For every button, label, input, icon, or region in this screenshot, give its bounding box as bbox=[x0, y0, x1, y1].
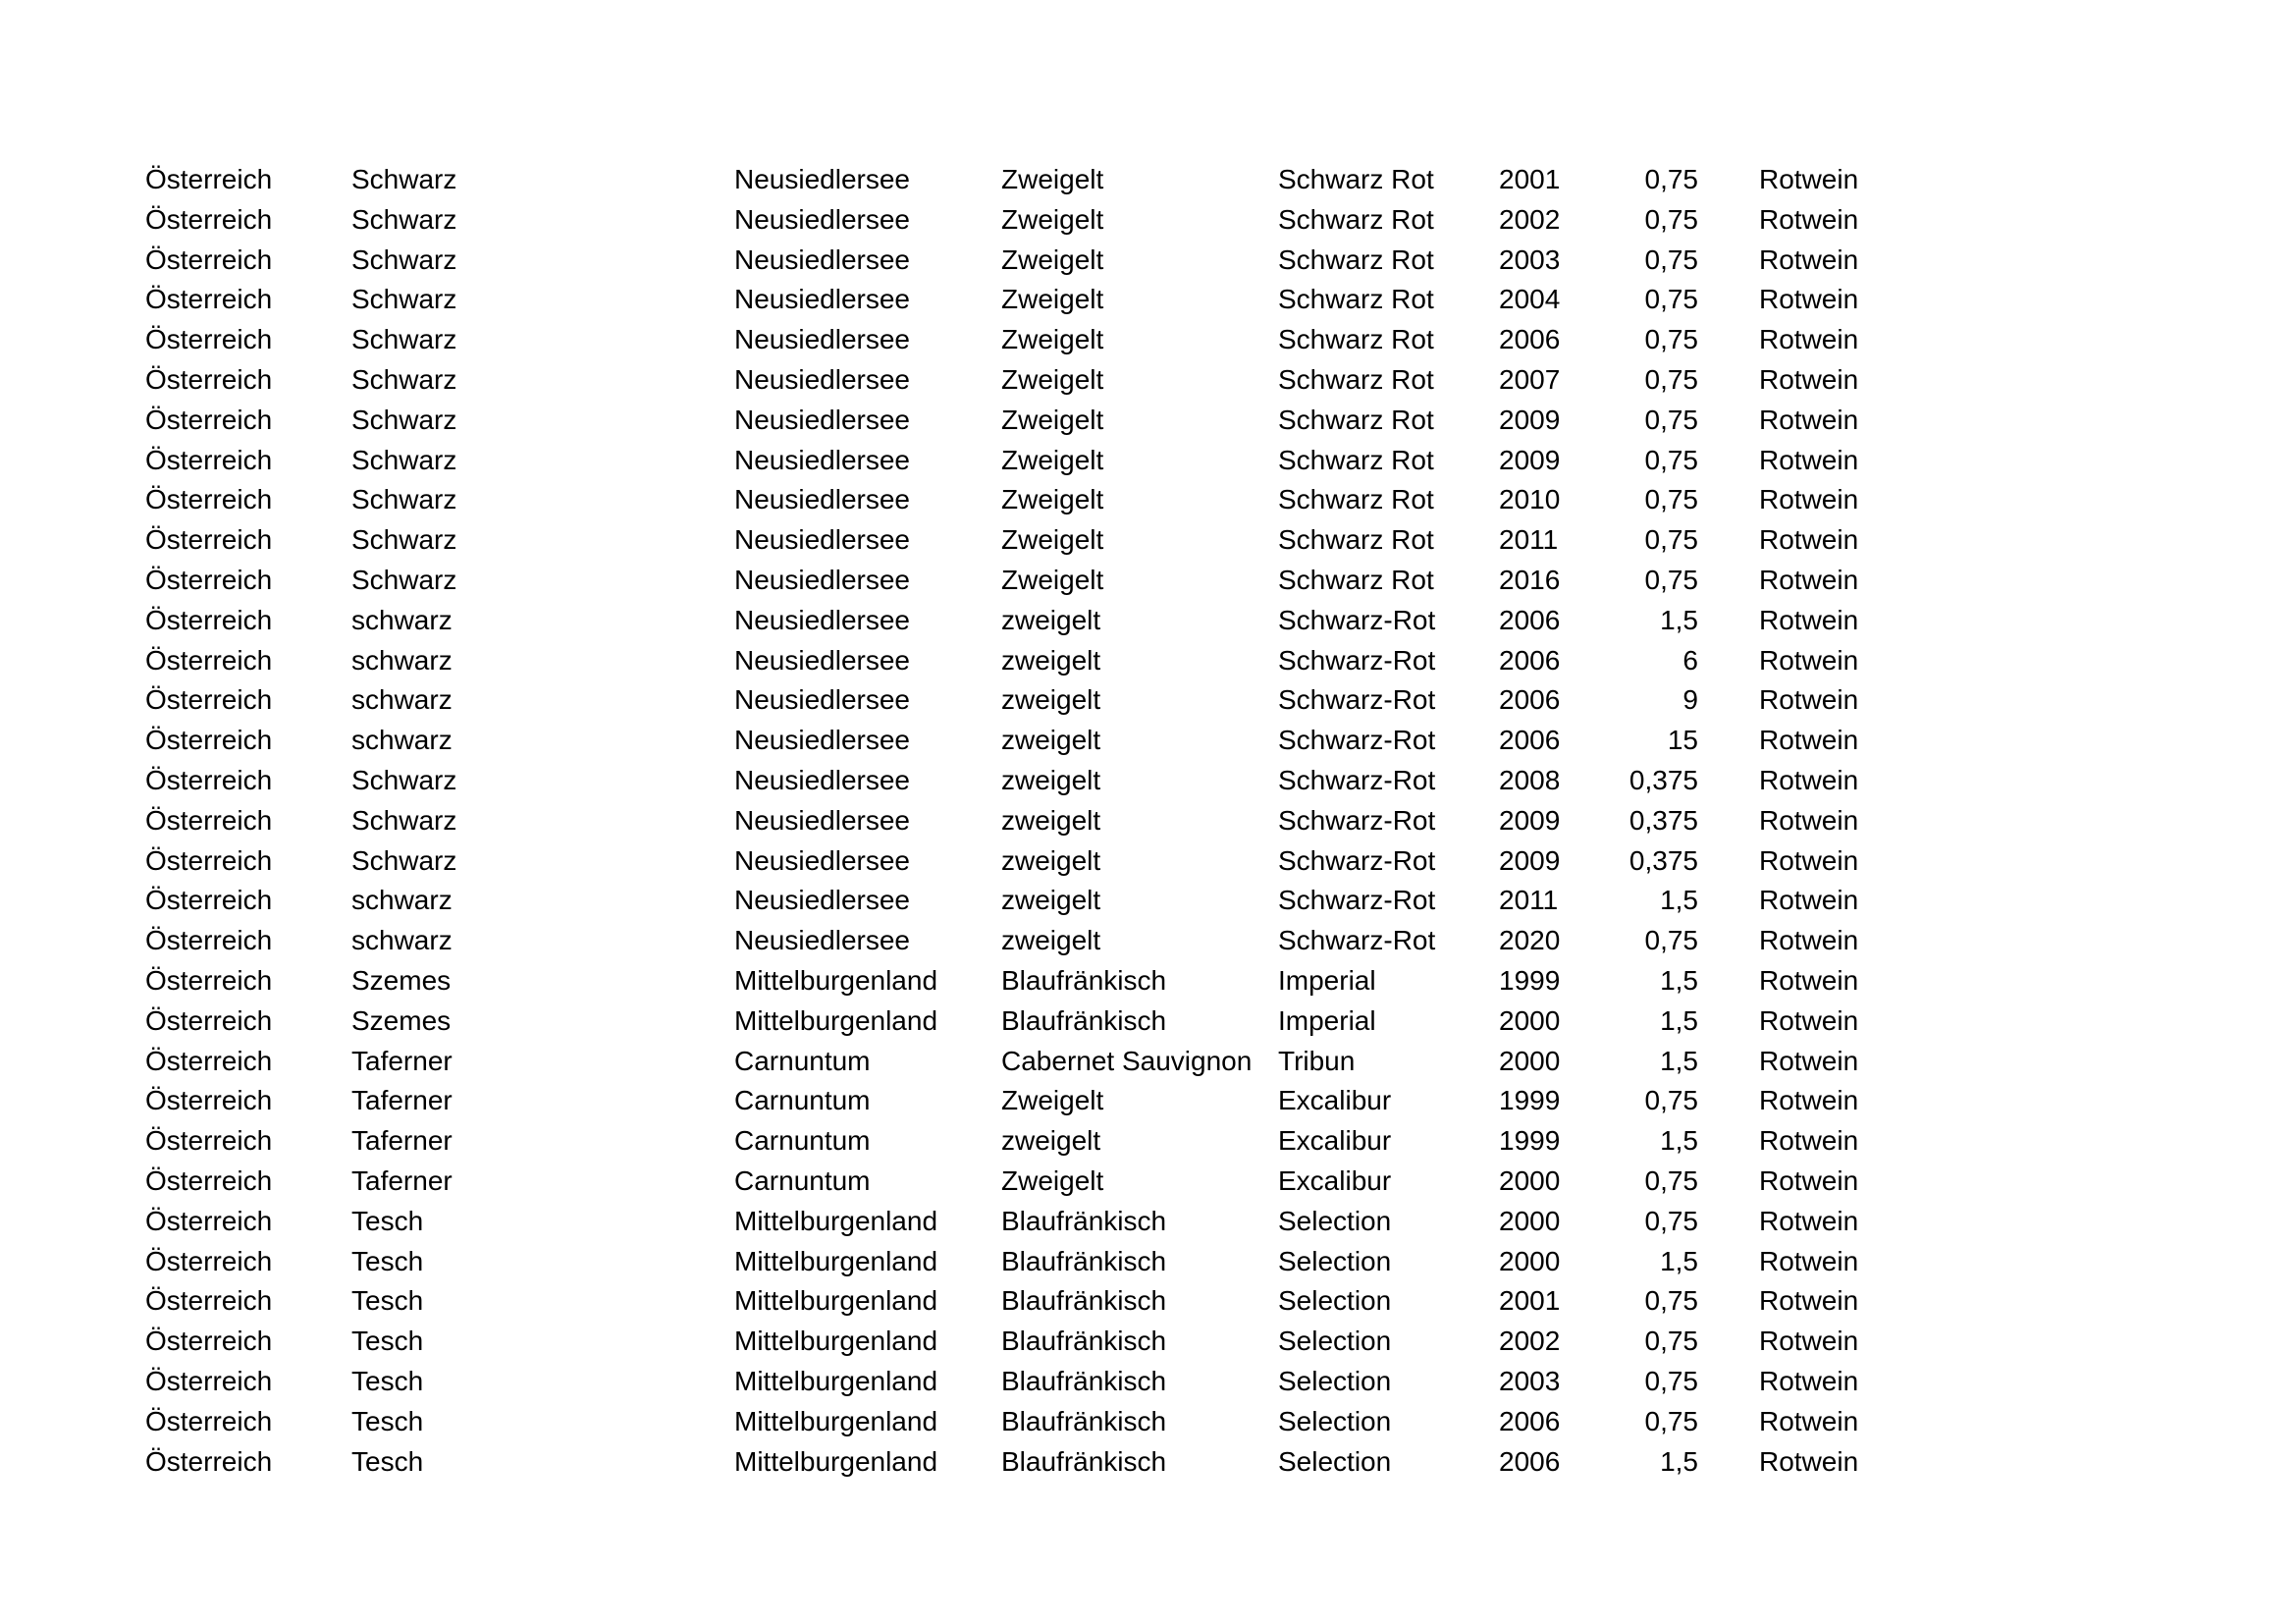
cell-grape: Zweigelt bbox=[1001, 244, 1104, 275]
table-row bbox=[0, 1202, 2296, 1242]
cell-producer: Schwarz bbox=[351, 764, 457, 795]
cell-region: Carnuntum bbox=[734, 1045, 871, 1076]
cell-grape: Zweigelt bbox=[1001, 1085, 1104, 1116]
cell-bottle-size: 1,5 bbox=[1660, 964, 1698, 996]
cell-wine-name: Imperial bbox=[1278, 1004, 1376, 1036]
cell-wine-name: Schwarz-Rot bbox=[1278, 725, 1436, 756]
cell-bottle-size: 0,375 bbox=[1629, 764, 1698, 795]
cell-grape: Zweigelt bbox=[1001, 1164, 1104, 1196]
table-row bbox=[0, 801, 2296, 841]
cell-country: Österreich bbox=[145, 964, 273, 996]
cell-grape: zweigelt bbox=[1001, 1125, 1101, 1157]
table-row bbox=[0, 1121, 2296, 1162]
cell-region: Mittelburgenland bbox=[734, 1004, 938, 1036]
cell-bottle-size: 1,5 bbox=[1660, 1445, 1698, 1477]
cell-producer: schwarz bbox=[351, 725, 453, 756]
cell-region: Mittelburgenland bbox=[734, 1285, 938, 1317]
cell-vintage: 2000 bbox=[1499, 1164, 1561, 1196]
cell-country: Österreich bbox=[145, 444, 273, 475]
cell-wine-name: Schwarz Rot bbox=[1278, 524, 1434, 556]
cell-vintage: 2008 bbox=[1499, 764, 1561, 795]
cell-bottle-size: 0,75 bbox=[1644, 363, 1698, 395]
cell-bottle-size: 0,75 bbox=[1644, 203, 1698, 235]
cell-producer: Tesch bbox=[351, 1326, 424, 1357]
cell-producer: schwarz bbox=[351, 604, 453, 635]
cell-grape: Blaufränkisch bbox=[1001, 1205, 1167, 1236]
cell-country: Österreich bbox=[145, 244, 273, 275]
table-row bbox=[0, 320, 2296, 360]
cell-grape: Blaufränkisch bbox=[1001, 1245, 1167, 1276]
cell-country: Österreich bbox=[145, 844, 273, 876]
cell-bottle-size: 1,5 bbox=[1660, 1245, 1698, 1276]
cell-grape: Blaufränkisch bbox=[1001, 964, 1167, 996]
cell-producer: schwarz bbox=[351, 684, 453, 716]
table-row bbox=[0, 841, 2296, 882]
cell-country: Österreich bbox=[145, 1445, 273, 1477]
cell-producer: Tesch bbox=[351, 1445, 424, 1477]
cell-wine-type: Rotwein bbox=[1759, 925, 1859, 956]
cell-country: Österreich bbox=[145, 564, 273, 595]
cell-region: Neusiedlersee bbox=[734, 524, 910, 556]
cell-country: Österreich bbox=[145, 284, 273, 315]
cell-vintage: 2000 bbox=[1499, 1004, 1561, 1036]
cell-grape: Blaufränkisch bbox=[1001, 1445, 1167, 1477]
cell-wine-name: Schwarz Rot bbox=[1278, 404, 1434, 435]
cell-vintage: 2020 bbox=[1499, 925, 1561, 956]
cell-vintage: 2011 bbox=[1499, 885, 1559, 916]
cell-region: Neusiedlersee bbox=[734, 244, 910, 275]
cell-wine-name: Schwarz-Rot bbox=[1278, 604, 1436, 635]
cell-bottle-size: 1,5 bbox=[1660, 1004, 1698, 1036]
cell-region: Neusiedlersee bbox=[734, 885, 910, 916]
cell-vintage: 2006 bbox=[1499, 725, 1561, 756]
table-row bbox=[0, 601, 2296, 641]
cell-producer: Tesch bbox=[351, 1285, 424, 1317]
table-row bbox=[0, 480, 2296, 520]
cell-wine-name: Schwarz Rot bbox=[1278, 444, 1434, 475]
cell-country: Österreich bbox=[145, 1125, 273, 1157]
cell-wine-name: Schwarz Rot bbox=[1278, 203, 1434, 235]
cell-wine-name: Schwarz-Rot bbox=[1278, 684, 1436, 716]
cell-grape: zweigelt bbox=[1001, 725, 1101, 756]
cell-producer: Schwarz bbox=[351, 244, 457, 275]
cell-vintage: 2000 bbox=[1499, 1245, 1561, 1276]
cell-country: Österreich bbox=[145, 804, 273, 836]
cell-producer: Schwarz bbox=[351, 484, 457, 515]
cell-region: Neusiedlersee bbox=[734, 725, 910, 756]
cell-wine-type: Rotwein bbox=[1759, 1285, 1859, 1317]
cell-region: Carnuntum bbox=[734, 1164, 871, 1196]
cell-vintage: 2006 bbox=[1499, 604, 1561, 635]
cell-producer: Schwarz bbox=[351, 203, 457, 235]
cell-wine-type: Rotwein bbox=[1759, 1205, 1859, 1236]
cell-bottle-size: 0,75 bbox=[1644, 164, 1698, 194]
cell-country: Österreich bbox=[145, 604, 273, 635]
table-row bbox=[0, 241, 2296, 281]
table-row bbox=[0, 561, 2296, 601]
cell-wine-type: Rotwein bbox=[1759, 725, 1859, 756]
cell-wine-name: Selection bbox=[1278, 1326, 1392, 1357]
cell-bottle-size: 9 bbox=[1682, 684, 1698, 716]
cell-grape: Blaufränkisch bbox=[1001, 1365, 1167, 1396]
cell-wine-type: Rotwein bbox=[1759, 1365, 1859, 1396]
cell-country: Österreich bbox=[145, 524, 273, 556]
cell-grape: Blaufränkisch bbox=[1001, 1285, 1167, 1317]
cell-country: Österreich bbox=[145, 764, 273, 795]
cell-producer: Tesch bbox=[351, 1405, 424, 1436]
cell-wine-type: Rotwein bbox=[1759, 1085, 1859, 1116]
cell-bottle-size: 0,75 bbox=[1644, 1326, 1698, 1357]
cell-country: Österreich bbox=[145, 1004, 273, 1036]
cell-wine-type: Rotwein bbox=[1759, 524, 1859, 556]
cell-producer: Schwarz bbox=[351, 844, 457, 876]
cell-bottle-size: 0,75 bbox=[1644, 1085, 1698, 1116]
cell-bottle-size: 0,75 bbox=[1644, 244, 1698, 275]
table-row bbox=[0, 1322, 2296, 1362]
cell-grape: zweigelt bbox=[1001, 885, 1101, 916]
cell-producer: Taferner bbox=[351, 1125, 453, 1157]
cell-bottle-size: 0,75 bbox=[1644, 1365, 1698, 1396]
cell-bottle-size: 1,5 bbox=[1660, 1045, 1698, 1076]
cell-wine-name: Schwarz Rot bbox=[1278, 244, 1434, 275]
cell-producer: schwarz bbox=[351, 644, 453, 676]
cell-vintage: 1999 bbox=[1499, 1085, 1561, 1116]
cell-grape: zweigelt bbox=[1001, 804, 1101, 836]
cell-region: Neusiedlersee bbox=[734, 764, 910, 795]
cell-grape: Blaufränkisch bbox=[1001, 1405, 1167, 1436]
table-row bbox=[0, 1362, 2296, 1402]
cell-region: Mittelburgenland bbox=[734, 964, 938, 996]
cell-wine-name: Schwarz-Rot bbox=[1278, 885, 1436, 916]
table-row bbox=[0, 641, 2296, 681]
cell-country: Österreich bbox=[145, 1365, 273, 1396]
cell-wine-type: Rotwein bbox=[1759, 885, 1859, 916]
cell-wine-type: Rotwein bbox=[1759, 1405, 1859, 1436]
table-row bbox=[0, 1162, 2296, 1202]
table-row bbox=[0, 1081, 2296, 1121]
cell-region: Neusiedlersee bbox=[734, 444, 910, 475]
cell-wine-name: Schwarz Rot bbox=[1278, 484, 1434, 515]
cell-producer: Taferner bbox=[351, 1164, 453, 1196]
cell-country: Österreich bbox=[145, 684, 273, 716]
cell-vintage: 1999 bbox=[1499, 964, 1561, 996]
cell-vintage: 2004 bbox=[1499, 284, 1561, 315]
cell-bottle-size: 0,375 bbox=[1629, 804, 1698, 836]
cell-grape: Blaufränkisch bbox=[1001, 1326, 1167, 1357]
cell-grape: Zweigelt bbox=[1001, 164, 1104, 194]
cell-producer: schwarz bbox=[351, 925, 453, 956]
cell-country: Österreich bbox=[145, 725, 273, 756]
cell-wine-type: Rotwein bbox=[1759, 844, 1859, 876]
table-row bbox=[0, 441, 2296, 481]
cell-vintage: 2009 bbox=[1499, 844, 1561, 876]
cell-wine-name: Schwarz-Rot bbox=[1278, 644, 1436, 676]
cell-wine-name: Excalibur bbox=[1278, 1085, 1392, 1116]
cell-region: Neusiedlersee bbox=[734, 284, 910, 315]
cell-country: Österreich bbox=[145, 324, 273, 355]
cell-producer: Schwarz bbox=[351, 804, 457, 836]
cell-country: Österreich bbox=[145, 1164, 273, 1196]
cell-producer: Taferner bbox=[351, 1085, 453, 1116]
cell-wine-name: Schwarz Rot bbox=[1278, 324, 1434, 355]
cell-grape: Zweigelt bbox=[1001, 404, 1104, 435]
cell-wine-name: Selection bbox=[1278, 1245, 1392, 1276]
cell-vintage: 2000 bbox=[1499, 1045, 1561, 1076]
cell-bottle-size: 0,75 bbox=[1644, 1405, 1698, 1436]
cell-wine-name: Selection bbox=[1278, 1445, 1392, 1477]
cell-vintage: 2009 bbox=[1499, 404, 1561, 435]
cell-grape: Zweigelt bbox=[1001, 324, 1104, 355]
cell-wine-type: Rotwein bbox=[1759, 244, 1859, 275]
cell-wine-type: Rotwein bbox=[1759, 804, 1859, 836]
cell-vintage: 2002 bbox=[1499, 203, 1561, 235]
cell-grape: Zweigelt bbox=[1001, 484, 1104, 515]
cell-wine-name: Tribun bbox=[1278, 1045, 1356, 1076]
cell-wine-type: Rotwein bbox=[1759, 1125, 1859, 1157]
cell-wine-type: Rotwein bbox=[1759, 1445, 1859, 1477]
cell-region: Neusiedlersee bbox=[734, 604, 910, 635]
cell-country: Österreich bbox=[145, 1085, 273, 1116]
cell-grape: Zweigelt bbox=[1001, 284, 1104, 315]
cell-wine-name: Selection bbox=[1278, 1365, 1392, 1396]
cell-wine-type: Rotwein bbox=[1759, 604, 1859, 635]
cell-bottle-size: 0,75 bbox=[1644, 404, 1698, 435]
cell-wine-type: Rotwein bbox=[1759, 964, 1859, 996]
cell-bottle-size: 0,75 bbox=[1644, 1164, 1698, 1196]
cell-bottle-size: 1,5 bbox=[1660, 1125, 1698, 1157]
cell-grape: Blaufränkisch bbox=[1001, 1004, 1167, 1036]
cell-grape: Zweigelt bbox=[1001, 203, 1104, 235]
cell-country: Österreich bbox=[145, 484, 273, 515]
table-row bbox=[0, 881, 2296, 921]
cell-region: Neusiedlersee bbox=[734, 203, 910, 235]
cell-wine-type: Rotwein bbox=[1759, 484, 1859, 515]
cell-producer: schwarz bbox=[351, 885, 453, 916]
cell-wine-type: Rotwein bbox=[1759, 1164, 1859, 1196]
cell-vintage: 2002 bbox=[1499, 1326, 1561, 1357]
cell-vintage: 2006 bbox=[1499, 324, 1561, 355]
table-row bbox=[0, 401, 2296, 441]
cell-grape: zweigelt bbox=[1001, 684, 1101, 716]
table-row bbox=[0, 721, 2296, 761]
cell-producer: Szemes bbox=[351, 964, 452, 996]
cell-vintage: 2006 bbox=[1499, 1445, 1561, 1477]
cell-wine-name: Schwarz Rot bbox=[1278, 363, 1434, 395]
cell-grape: zweigelt bbox=[1001, 764, 1101, 795]
cell-vintage: 2007 bbox=[1499, 363, 1561, 395]
cell-producer: Szemes bbox=[351, 1004, 452, 1036]
cell-grape: Zweigelt bbox=[1001, 564, 1104, 595]
cell-wine-type: Rotwein bbox=[1759, 203, 1859, 235]
cell-vintage: 2006 bbox=[1499, 684, 1561, 716]
cell-vintage: 2000 bbox=[1499, 1205, 1561, 1236]
table-row bbox=[0, 160, 2296, 200]
cell-grape: Zweigelt bbox=[1001, 524, 1104, 556]
cell-country: Österreich bbox=[145, 644, 273, 676]
cell-region: Neusiedlersee bbox=[734, 363, 910, 395]
cell-vintage: 2010 bbox=[1499, 484, 1561, 515]
cell-grape: Zweigelt bbox=[1001, 363, 1104, 395]
cell-vintage: 1999 bbox=[1499, 1125, 1561, 1157]
cell-region: Carnuntum bbox=[734, 1085, 871, 1116]
cell-country: Österreich bbox=[145, 1045, 273, 1076]
cell-producer: Schwarz bbox=[351, 444, 457, 475]
cell-vintage: 2003 bbox=[1499, 244, 1561, 275]
cell-wine-type: Rotwein bbox=[1759, 1245, 1859, 1276]
cell-region: Neusiedlersee bbox=[734, 684, 910, 716]
cell-wine-type: Rotwein bbox=[1759, 1004, 1859, 1036]
cell-wine-name: Schwarz Rot bbox=[1278, 164, 1434, 194]
table-row bbox=[0, 961, 2296, 1001]
cell-bottle-size: 0,75 bbox=[1644, 925, 1698, 956]
cell-wine-type: Rotwein bbox=[1759, 644, 1859, 676]
cell-grape: Cabernet Sauvignon bbox=[1001, 1045, 1253, 1076]
cell-wine-name: Imperial bbox=[1278, 964, 1376, 996]
cell-grape: zweigelt bbox=[1001, 604, 1101, 635]
cell-country: Österreich bbox=[145, 1285, 273, 1317]
cell-region: Mittelburgenland bbox=[734, 1326, 938, 1357]
cell-bottle-size: 0,75 bbox=[1644, 524, 1698, 556]
cell-region: Neusiedlersee bbox=[734, 644, 910, 676]
cell-region: Neusiedlersee bbox=[734, 484, 910, 515]
cell-bottle-size: 1,5 bbox=[1660, 885, 1698, 916]
cell-producer: Schwarz bbox=[351, 284, 457, 315]
cell-grape: Zweigelt bbox=[1001, 444, 1104, 475]
cell-vintage: 2001 bbox=[1499, 1285, 1561, 1317]
cell-wine-type: Rotwein bbox=[1759, 564, 1859, 595]
table-row bbox=[0, 1402, 2296, 1442]
cell-wine-name: Schwarz-Rot bbox=[1278, 844, 1436, 876]
cell-vintage: 2016 bbox=[1499, 564, 1561, 595]
cell-producer: Taferner bbox=[351, 1045, 453, 1076]
cell-region: Mittelburgenland bbox=[734, 1405, 938, 1436]
cell-producer: Schwarz bbox=[351, 363, 457, 395]
cell-wine-type: Rotwein bbox=[1759, 1045, 1859, 1076]
cell-wine-name: Schwarz Rot bbox=[1278, 284, 1434, 315]
cell-producer: Schwarz bbox=[351, 324, 457, 355]
cell-country: Österreich bbox=[145, 1205, 273, 1236]
cell-wine-type: Rotwein bbox=[1759, 164, 1859, 194]
cell-bottle-size: 0,75 bbox=[1644, 284, 1698, 315]
cell-wine-type: Rotwein bbox=[1759, 284, 1859, 315]
cell-grape: zweigelt bbox=[1001, 644, 1101, 676]
cell-producer: Schwarz bbox=[351, 524, 457, 556]
table-row bbox=[0, 1042, 2296, 1082]
cell-wine-type: Rotwein bbox=[1759, 684, 1859, 716]
cell-wine-name: Excalibur bbox=[1278, 1164, 1392, 1196]
table-row bbox=[0, 680, 2296, 721]
cell-region: Neusiedlersee bbox=[734, 925, 910, 956]
cell-region: Neusiedlersee bbox=[734, 324, 910, 355]
table-row bbox=[0, 761, 2296, 801]
cell-bottle-size: 6 bbox=[1682, 644, 1698, 676]
wine-table bbox=[0, 160, 2296, 1482]
table-row bbox=[0, 1442, 2296, 1483]
cell-region: Neusiedlersee bbox=[734, 844, 910, 876]
cell-vintage: 2006 bbox=[1499, 1405, 1561, 1436]
cell-vintage: 2011 bbox=[1499, 524, 1559, 556]
cell-wine-name: Excalibur bbox=[1278, 1125, 1392, 1157]
cell-bottle-size: 0,75 bbox=[1644, 484, 1698, 515]
cell-bottle-size: 0,75 bbox=[1644, 1285, 1698, 1317]
cell-wine-name: Schwarz Rot bbox=[1278, 564, 1434, 595]
cell-country: Österreich bbox=[145, 363, 273, 395]
table-row bbox=[0, 200, 2296, 241]
cell-bottle-size: 0,75 bbox=[1644, 444, 1698, 475]
cell-country: Österreich bbox=[145, 925, 273, 956]
cell-wine-type: Rotwein bbox=[1759, 324, 1859, 355]
cell-country: Österreich bbox=[145, 1405, 273, 1436]
table-row bbox=[0, 360, 2296, 401]
cell-wine-type: Rotwein bbox=[1759, 363, 1859, 395]
cell-bottle-size: 0,75 bbox=[1644, 564, 1698, 595]
cell-region: Neusiedlersee bbox=[734, 564, 910, 595]
cell-region: Mittelburgenland bbox=[734, 1205, 938, 1236]
cell-wine-name: Selection bbox=[1278, 1285, 1392, 1317]
cell-grape: zweigelt bbox=[1001, 844, 1101, 876]
cell-country: Österreich bbox=[145, 1326, 273, 1357]
table-row bbox=[0, 1001, 2296, 1042]
cell-country: Österreich bbox=[145, 203, 273, 235]
cell-region: Mittelburgenland bbox=[734, 1245, 938, 1276]
cell-region: Mittelburgenland bbox=[734, 1365, 938, 1396]
cell-wine-name: Selection bbox=[1278, 1405, 1392, 1436]
cell-wine-type: Rotwein bbox=[1759, 764, 1859, 795]
cell-bottle-size: 0,75 bbox=[1644, 1205, 1698, 1236]
cell-country: Österreich bbox=[145, 164, 273, 194]
cell-producer: Schwarz bbox=[351, 564, 457, 595]
cell-wine-name: Schwarz-Rot bbox=[1278, 804, 1436, 836]
table-row bbox=[0, 520, 2296, 561]
cell-country: Österreich bbox=[145, 1245, 273, 1276]
cell-vintage: 2003 bbox=[1499, 1365, 1561, 1396]
cell-region: Carnuntum bbox=[734, 1125, 871, 1157]
cell-wine-type: Rotwein bbox=[1759, 1326, 1859, 1357]
cell-producer: Tesch bbox=[351, 1245, 424, 1276]
cell-bottle-size: 0,375 bbox=[1629, 844, 1698, 876]
cell-region: Neusiedlersee bbox=[734, 164, 910, 194]
cell-producer: Schwarz bbox=[351, 164, 457, 194]
cell-bottle-size: 1,5 bbox=[1660, 604, 1698, 635]
cell-wine-type: Rotwein bbox=[1759, 404, 1859, 435]
table-row bbox=[0, 1281, 2296, 1322]
cell-country: Österreich bbox=[145, 404, 273, 435]
table-row bbox=[0, 280, 2296, 320]
cell-vintage: 2009 bbox=[1499, 804, 1561, 836]
cell-region: Neusiedlersee bbox=[734, 804, 910, 836]
cell-bottle-size: 0,75 bbox=[1644, 324, 1698, 355]
cell-wine-name: Schwarz-Rot bbox=[1278, 764, 1436, 795]
cell-bottle-size: 15 bbox=[1667, 725, 1698, 756]
cell-wine-type: Rotwein bbox=[1759, 444, 1859, 475]
cell-grape: zweigelt bbox=[1001, 925, 1101, 956]
cell-country: Österreich bbox=[145, 885, 273, 916]
cell-region: Mittelburgenland bbox=[734, 1445, 938, 1477]
cell-vintage: 2009 bbox=[1499, 444, 1561, 475]
cell-producer: Tesch bbox=[351, 1205, 424, 1236]
cell-producer: Schwarz bbox=[351, 404, 457, 435]
cell-producer: Tesch bbox=[351, 1365, 424, 1396]
cell-vintage: 2006 bbox=[1499, 644, 1561, 676]
cell-vintage: 2001 bbox=[1499, 164, 1561, 194]
cell-wine-name: Selection bbox=[1278, 1205, 1392, 1236]
table-row bbox=[0, 1242, 2296, 1282]
cell-region: Neusiedlersee bbox=[734, 404, 910, 435]
cell-wine-name: Schwarz-Rot bbox=[1278, 925, 1436, 956]
table-row bbox=[0, 921, 2296, 961]
